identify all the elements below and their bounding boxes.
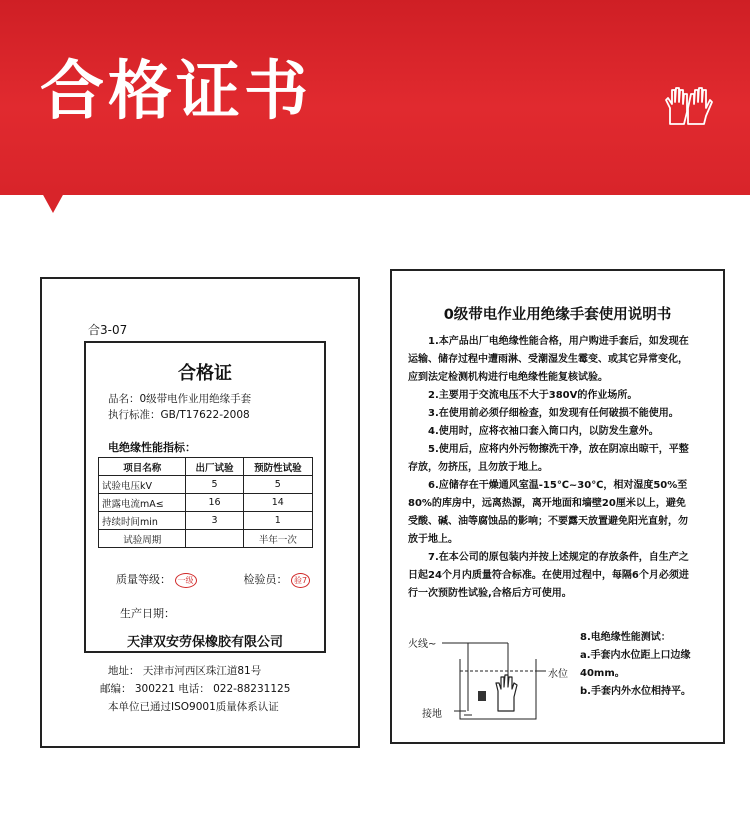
table-row	[99, 530, 313, 548]
table-row	[99, 494, 313, 512]
banner-title: 合格证书	[40, 55, 312, 129]
test-instructions	[580, 629, 710, 701]
quality-row	[116, 571, 310, 588]
table-header: 出厂试验	[186, 458, 243, 476]
test-title: 8.电绝缘性能测试：	[580, 632, 671, 643]
quality-label: 质量等级：	[116, 573, 171, 586]
manual-paragraph: 6.应储存在干燥通风室温-15℃~30℃，相对湿度50%至80%的库房中，远离热源，离开地面和墙壁20厘米以上，避免受酸、碱、油等腐蚀品的影响；不要露天放置避免阳光直射，勿放于地上。	[408, 480, 688, 545]
certificate-card	[40, 277, 360, 748]
table-cell: 1	[243, 512, 312, 530]
manual-paragraph: 2.主要用于交流电压不大于380V的作业场所。	[428, 390, 638, 401]
test-item: a.手套内水位距上口边缘40mm。	[580, 650, 691, 679]
spec-table	[98, 457, 313, 548]
table-header: 项目名称	[99, 458, 186, 476]
certificate-code: 合3-07	[88, 323, 128, 337]
standard: 执行标准：GB/T17622-2008	[108, 409, 250, 421]
inspector-label: 检验员：	[243, 573, 288, 586]
table-cell: 3	[186, 512, 243, 530]
manual-paragraph: 1.本产品出厂电绝缘性能合格，用户购进手套后，如发现在运输、储存过程中遭雨淋、受潮湿发生霉变、或其它异常变化，应到法定检测机构进行电绝缘性能复核试验。	[408, 336, 689, 383]
inspector-stamp: 验7	[291, 573, 310, 588]
table-cell: 16	[186, 494, 243, 512]
test-diagram	[408, 631, 578, 731]
table-cell: 泄露电流mA≤	[99, 494, 186, 512]
table-row	[99, 476, 313, 494]
company-name: 天津双安劳保橡胶有限公司	[126, 635, 283, 650]
quality-stamp: 一级	[175, 573, 197, 588]
table-header: 预防性试验	[243, 458, 312, 476]
manual-paragraph: 3.在使用前必须仔细检查，如发现有任何破损不能使用。	[428, 408, 679, 419]
table-header-row	[99, 458, 313, 476]
certificate-title: 合格证	[178, 363, 232, 384]
table-cell: 试验周期	[99, 530, 186, 548]
manual-card	[390, 269, 725, 744]
table-cell: 半年一次	[243, 530, 312, 548]
water-level-label: 水位	[548, 669, 568, 680]
ground-label: 接地	[422, 709, 442, 720]
table-cell: 5	[186, 476, 243, 494]
table-row	[99, 512, 313, 530]
manual-body	[408, 333, 690, 603]
table-cell: 试验电压kV	[99, 476, 186, 494]
gloves-icon	[660, 84, 714, 128]
manual-paragraph: 4.使用时，应将衣袖口套入筒口内，以防发生意外。	[428, 426, 659, 437]
contact: 邮编： 300221 电话： 022-88231125	[100, 683, 291, 695]
address: 地址： 天津市河西区珠江道81号	[108, 665, 262, 677]
table-cell: 5	[243, 476, 312, 494]
live-wire-label: 火线~	[408, 639, 437, 650]
table-cell: 持续时间min	[99, 512, 186, 530]
header-banner	[0, 0, 750, 195]
product-name: 品名：0级带电作业用绝缘手套	[108, 393, 252, 405]
manual-paragraph: 7.在本公司的原包装内并按上述规定的存放条件，自生产之日起24个月内质量符合标准。在使用过程中，每隔6个月必须进行一次预防性试验,合格后方可使用。	[408, 552, 689, 599]
banner-notch	[42, 193, 64, 213]
manual-title: 0级带电作业用绝缘手套使用说明书	[443, 307, 672, 323]
production-date: 生产日期：	[120, 607, 175, 620]
certificate-frame	[84, 341, 326, 653]
table-cell: 14	[243, 494, 312, 512]
manual-paragraph: 5.使用后，应将内外污物擦洗干净，放在阴凉出晾干，平整存放，勿挤压，且勿放于地上。	[408, 444, 689, 473]
spec-section-head: 电绝缘性能指标：	[108, 441, 196, 454]
table-cell	[186, 530, 243, 548]
test-item: b.手套内外水位相持平。	[580, 686, 691, 697]
iso-note: 本单位已通过ISO9001质量体系认证	[108, 701, 279, 713]
